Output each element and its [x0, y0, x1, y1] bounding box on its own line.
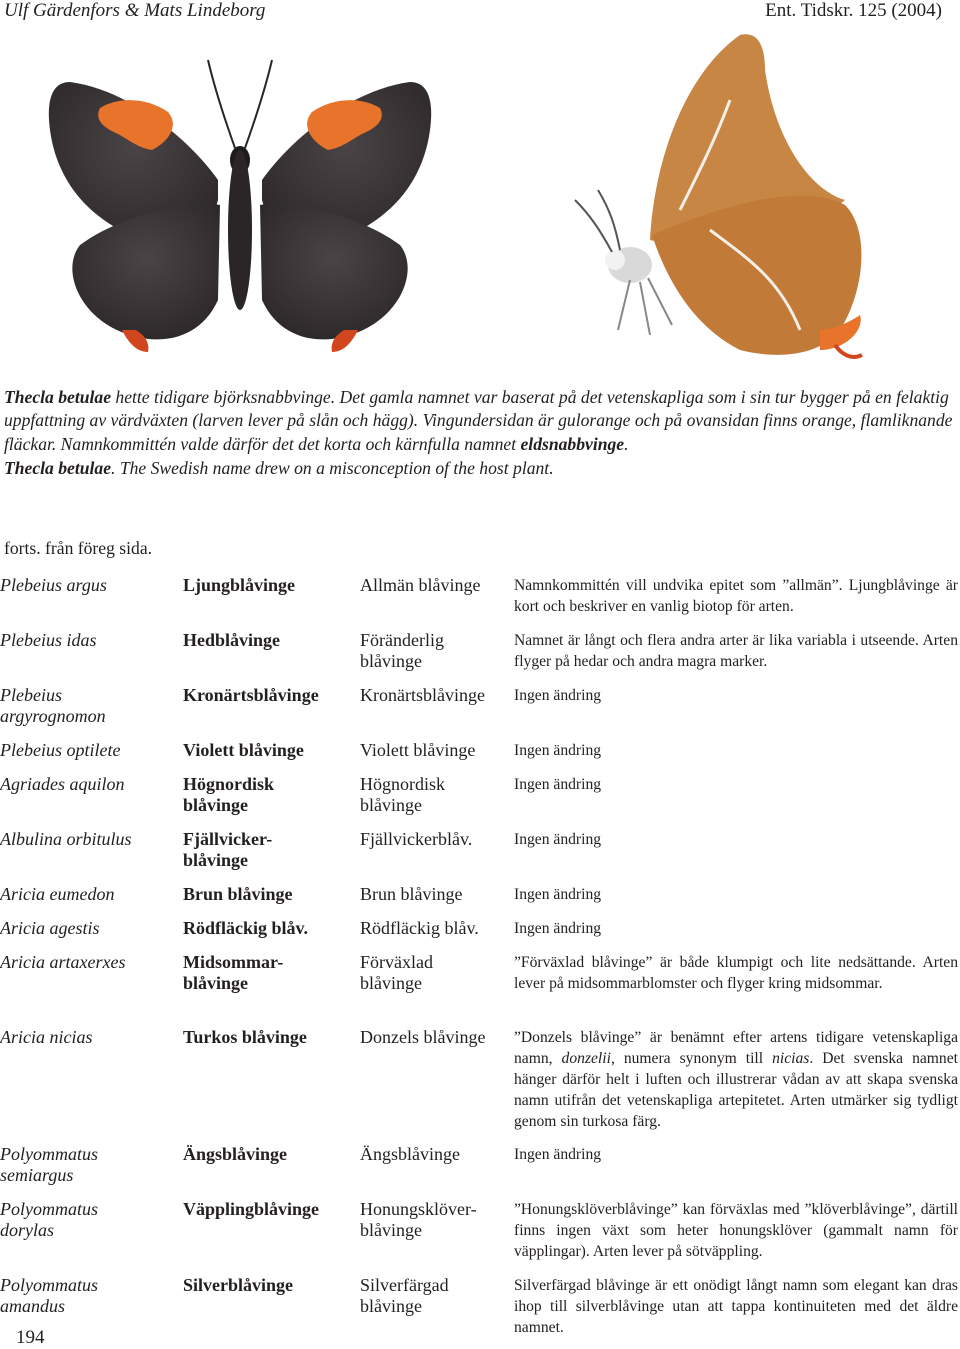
scientific-name: Aricia nicias — [0, 1027, 93, 1047]
caption-end: . — [624, 433, 629, 454]
continued-note: forts. från föreg sida. — [4, 538, 153, 558]
old-name: Föränderlig blåvinge — [360, 630, 444, 671]
scientific-name: Plebeius optilete — [0, 740, 121, 760]
caption-en-species: Thecla betulae — [4, 457, 112, 478]
comment: Silverfärgad blåvinge är ett onödigt långt namn som elegant kan dras ihop till silverblåvinge utan att tappa kontinuiteten med det äldre namnet. — [514, 1277, 958, 1336]
new-name: Högnordisk blåvinge — [183, 774, 275, 815]
new-name: Hedblåvinge — [183, 630, 281, 650]
comment: Ingen ändring — [514, 920, 602, 937]
header-authors: Ulf Gärdenfors & Mats Lindeborg — [4, 0, 266, 21]
new-name: Ljungblåvinge — [183, 575, 296, 595]
new-name: Midsommar-blåvinge — [183, 952, 284, 993]
comment: ”Honungsklöverblåvinge” kan förväxlas med ”klöverblåvinge”, därtill finns ingen växt som heter honungsklöver (gammalt namn för väpplingar). Arten lever på sötväppling. — [514, 1201, 958, 1260]
old-name: Violett blåvinge — [360, 740, 476, 760]
figure-caption — [4, 386, 954, 480]
new-name: Violett blåvinge — [183, 740, 304, 760]
scientific-name: Polyommatus semiargus — [0, 1144, 98, 1185]
new-name: Rödfläckig blåv. — [183, 918, 309, 938]
old-name: Honungsklöver-blåvinge — [360, 1199, 477, 1240]
caption-new-name: eldsnabbvinge — [520, 433, 625, 454]
old-name: Kronärtsblåvinge — [360, 685, 485, 705]
new-name: Ängsblåvinge — [183, 1144, 288, 1164]
old-name: Rödfläckig blåv. — [360, 918, 479, 938]
new-name: Fjällvicker-blåvinge — [183, 829, 273, 870]
old-name: Högnordisk blåvinge — [360, 774, 445, 815]
new-name: Brun blåvinge — [183, 884, 293, 904]
old-name: Förväxlad blåvinge — [360, 952, 433, 993]
caption-species: Thecla betulae — [4, 387, 112, 407]
comment: Ingen ändring — [514, 776, 602, 793]
old-name: Brun blåvinge — [360, 884, 463, 904]
new-name: Väpplingblåvinge — [183, 1199, 320, 1219]
scientific-name: Aricia artaxerxes — [0, 952, 126, 972]
scientific-name: Polyommatus dorylas — [0, 1199, 98, 1240]
header-journal: Ent. Tidskr. 125 (2004) — [765, 0, 942, 21]
scientific-name: Aricia eumedon — [0, 884, 115, 904]
comment: Ingen ändring — [514, 1146, 602, 1163]
scientific-name: Aricia agestis — [0, 918, 100, 938]
comment: ”Donzels blåvinge” är benämnt efter artens tidigare vetenskapliga namn, donzelii, numera synonym till nicias. Det svenska namnet hänger därför helt i luften och illustrerar vådan av att skapa svenska namn utifrån det vetenskapliga artepitetet. Arten utmärker sig tydligt genom sin turkosa färg. — [514, 1029, 958, 1130]
comment: Ingen ändring — [514, 886, 602, 903]
butterfly-upperside-illustration — [40, 30, 440, 370]
comment: Namnkommittén vill undvika epitet som ”allmän”. Ljungblåvinge är kort och beskriver en vanlig biotop för arten. — [514, 577, 958, 615]
scientific-name: Plebeius argyrognomon — [0, 685, 106, 726]
scientific-name: Polyommatus amandus — [0, 1275, 98, 1316]
old-name: Silverfärgad blåvinge — [360, 1275, 449, 1316]
comment: Ingen ändring — [514, 742, 602, 759]
comment: Ingen ändring — [514, 687, 602, 704]
running-header — [4, 0, 942, 28]
new-name: Silverblåvinge — [183, 1275, 294, 1295]
caption-swedish — [4, 386, 954, 456]
scientific-name: Plebeius argus — [0, 575, 107, 595]
old-name: Donzels blåvinge — [360, 1027, 486, 1047]
scientific-name: Plebeius idas — [0, 630, 97, 650]
scientific-name: Albulina orbitulus — [0, 829, 132, 849]
figure-area — [0, 30, 960, 380]
caption-body: hette tidigare björksnabbvinge. Det gamla namnet var baserat på det vetenskapliga som i sin tur bygger på en felaktig uppfattning av värdväxten (larven lever på slån och hägg). Vingundersidan är gulorange och på ovansidan finns orange, flamliknande fläckar. Namnkommittén valde därför det det korta och kärnfulla namnet — [4, 387, 953, 454]
comment: Ingen ändring — [514, 831, 602, 848]
old-name: Allmän blåvinge — [360, 575, 481, 595]
old-name: Fjällvickerblåv. — [360, 829, 473, 849]
butterfly-underside-illustration — [560, 30, 890, 370]
page-number: 194 — [16, 1327, 45, 1348]
caption-en-body: . The Swedish name drew on a misconception of the host plant. — [111, 457, 554, 478]
old-name: Ängsblåvinge — [360, 1144, 460, 1164]
scientific-name: Agriades aquilon — [0, 774, 125, 794]
comment: ”Förväxlad blåvinge” är både klumpigt och lite nedsättande. Arten lever på midsommarblomster och flyger kring midsommar. — [514, 954, 958, 992]
comment: Namnet är långt och flera andra arter är lika variabla i utseende. Arten flyger på hedar och andra magra marker. — [514, 632, 958, 670]
new-name: Turkos blåvinge — [183, 1027, 307, 1047]
new-name: Kronärtsblåvinge — [183, 685, 319, 705]
caption-english — [4, 457, 954, 480]
